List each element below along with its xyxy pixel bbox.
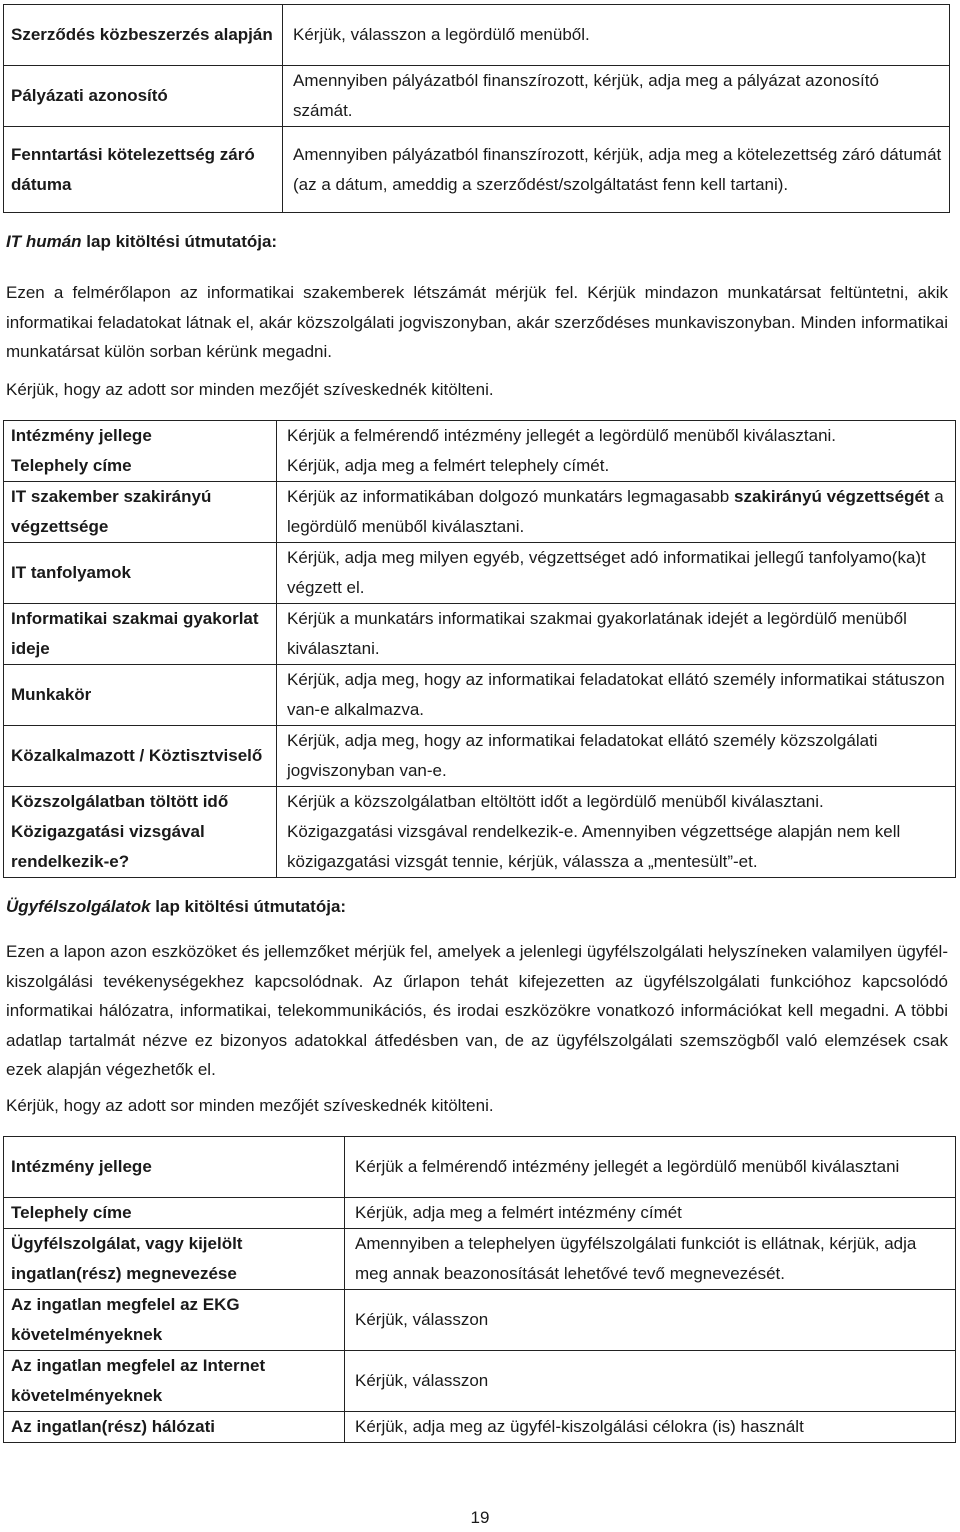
table-row — [4, 1290, 956, 1351]
row-value: Kérjük, válasszon — [345, 1290, 956, 1351]
row-value — [277, 482, 956, 543]
row-key: Szerződés közbeszerzés alapján — [4, 5, 283, 66]
table-row — [4, 543, 956, 604]
row-value: Kérjük, adja meg a felmért intézmény címét — [345, 1198, 956, 1229]
row-value: Kérjük a munkatárs informatikai szakmai gyakorlatának idejét a legördülő menüből kiválasztani. — [277, 604, 956, 665]
row-key: Az ingatlan megfelel az EKG követelményeknek — [4, 1290, 345, 1351]
page-number: 19 — [470, 1508, 490, 1527]
it-section-heading — [6, 232, 277, 252]
row-value: Kérjük, válasszon a legördülő menüből. — [283, 5, 950, 66]
row-key: Ügyfélszolgálat, vagy kijelölt ingatlan(rész) megnevezése — [4, 1229, 345, 1290]
row-value-line: Kérjük, adja meg a felmért telephely címét. — [287, 456, 610, 475]
uf-guide-table — [3, 1136, 956, 1443]
row-value: Kérjük a felmérendő intézmény jellegét a legördülő menüből kiválasztani — [345, 1137, 956, 1198]
table-row — [4, 127, 950, 213]
table-row — [4, 1412, 956, 1443]
row-value-line: Közigazgatási vizsgával rendelkezik-e. Amennyiben végzettsége alapján nem kell közigazgatási vizsgát tennie, kérjük, válassza a „mentesült”-et. — [287, 822, 901, 871]
row-value: Kérjük, válasszon — [345, 1351, 956, 1412]
row-value: Amennyiben a telephelyen ügyfélszolgálati funkciót is ellátnak, kérjük, adja meg annak beazonosítását lehetővé tevő megnevezését. — [345, 1229, 956, 1290]
row-key: Fenntartási kötelezettség záró dátuma — [4, 127, 283, 213]
row-key-line: Közszolgálatban töltött idő — [11, 792, 229, 811]
row-key: Munkakör — [4, 665, 277, 726]
heading-rest: lap kitöltési útmutatója: — [81, 232, 278, 251]
table-row — [4, 5, 950, 66]
table-row — [4, 726, 956, 787]
row-value-line: Kérjük a közszolgálatban eltöltött időt a legördülő menüből kiválasztani. — [287, 792, 824, 811]
row-value-line: Kérjük a felmérendő intézmény jellegét a legördülő menüből kiválasztani. — [287, 426, 837, 445]
row-key — [4, 421, 277, 482]
row-key: Pályázati azonosító — [4, 66, 283, 127]
table-row — [4, 1351, 956, 1412]
heading-rest: lap kitöltési útmutatója: — [150, 897, 347, 916]
table-row — [4, 1198, 956, 1229]
value-part: a legördülő menüből kiválasztani. — [287, 487, 944, 536]
row-key-line: Közigazgatási vizsgával rendelkezik-e? — [11, 822, 205, 871]
row-key-line: Intézmény jellege — [11, 426, 152, 445]
row-value: Amennyiben pályázatból finanszírozott, kérjük, adja meg a kötelezettség záró dátumát (az a dátum, ameddig a szerződést/szolgáltatást fenn kell tartani). — [283, 127, 950, 213]
table-row — [4, 66, 950, 127]
row-value: Amennyiben pályázatból finanszírozott, kérjük, adja meg a pályázat azonosító számát. — [283, 66, 950, 127]
row-value — [277, 787, 956, 878]
it-section-note: Kérjük, hogy az adott sor minden mezőjét szíveskednék kitölteni. — [6, 380, 494, 399]
row-key: Telephely címe — [4, 1198, 345, 1229]
table-row — [4, 1229, 956, 1290]
it-section-paragraph: Ezen a felmérőlapon az informatikai szakemberek létszámát mérjük fel. Kérjük mindazon munkatársat feltüntetni, akik informatikai feladatokat látnak el, akár közszolgálati jogviszonyban, akár szerződéses munkaviszonyban. Minden informatikai munkatársat külön sorban kérünk megadni. — [6, 283, 948, 361]
uf-section-heading — [6, 897, 346, 917]
table-row — [4, 604, 956, 665]
row-key-line: Telephely címe — [11, 456, 132, 475]
row-value: Kérjük, adja meg, hogy az informatikai feladatokat ellátó személy informatikai státuszon van-e alkalmazva. — [277, 665, 956, 726]
row-key: IT tanfolyamok — [4, 543, 277, 604]
top-info-table — [3, 4, 950, 213]
row-value: Kérjük, adja meg milyen egyéb, végzettséget adó informatikai jellegű tanfolyamo(ka)t végzett el. — [277, 543, 956, 604]
row-value — [277, 421, 956, 482]
row-key: IT szakember szakirányú végzettsége — [4, 482, 277, 543]
table-row — [4, 665, 956, 726]
row-key: Az ingatlan megfelel az Internet követelményeknek — [4, 1351, 345, 1412]
row-key: Informatikai szakmai gyakorlat ideje — [4, 604, 277, 665]
row-key: Az ingatlan(rész) hálózati — [4, 1412, 345, 1443]
uf-section-note: Kérjük, hogy az adott sor minden mezőjét szíveskednék kitölteni. — [6, 1096, 494, 1115]
it-guide-table — [3, 420, 956, 878]
heading-italic: IT humán — [6, 232, 82, 251]
heading-italic: Ügyfélszolgálatok — [6, 897, 151, 916]
table-row — [4, 1137, 956, 1198]
table-row — [4, 482, 956, 543]
row-key: Intézmény jellege — [4, 1137, 345, 1198]
table-row — [4, 421, 956, 482]
value-bold-part: szakirányú végzettségét — [733, 487, 930, 506]
row-key: Közalkalmazott / Köztisztviselő — [4, 726, 277, 787]
row-value: Kérjük, adja meg, hogy az informatikai feladatokat ellátó személy közszolgálati jogviszonyban van-e. — [277, 726, 956, 787]
table-row — [4, 787, 956, 878]
row-value: Kérjük, adja meg az ügyfél-kiszolgálási célokra (is) használt — [345, 1412, 956, 1443]
value-part: Kérjük az informatikában dolgozó munkatárs legmagasabb — [287, 487, 734, 506]
row-key — [4, 787, 277, 878]
uf-section-paragraph: Ezen a lapon azon eszközöket és jellemzőket mérjük fel, amelyek a jelenlegi ügyfélszolgálati helyszíneken valamilyen ügyfél-kiszolgálási tevékenységekhez kapcsolódnak. Az űrlapon tehát kifejezetten az ügyfélszolgálati funkcióhoz kapcsolódó informatikai hálózatra, informatikai, telekommunikációs, és irodai eszközökre vonatkozó információkat kell megadni. A többi adatlap tartalmát nézve ez bizonyos adatokkal átfedésben van, de az ügyfélszolgálati szemszögből való elemzések csak ezek alapján végezhetők el. — [6, 942, 948, 1079]
